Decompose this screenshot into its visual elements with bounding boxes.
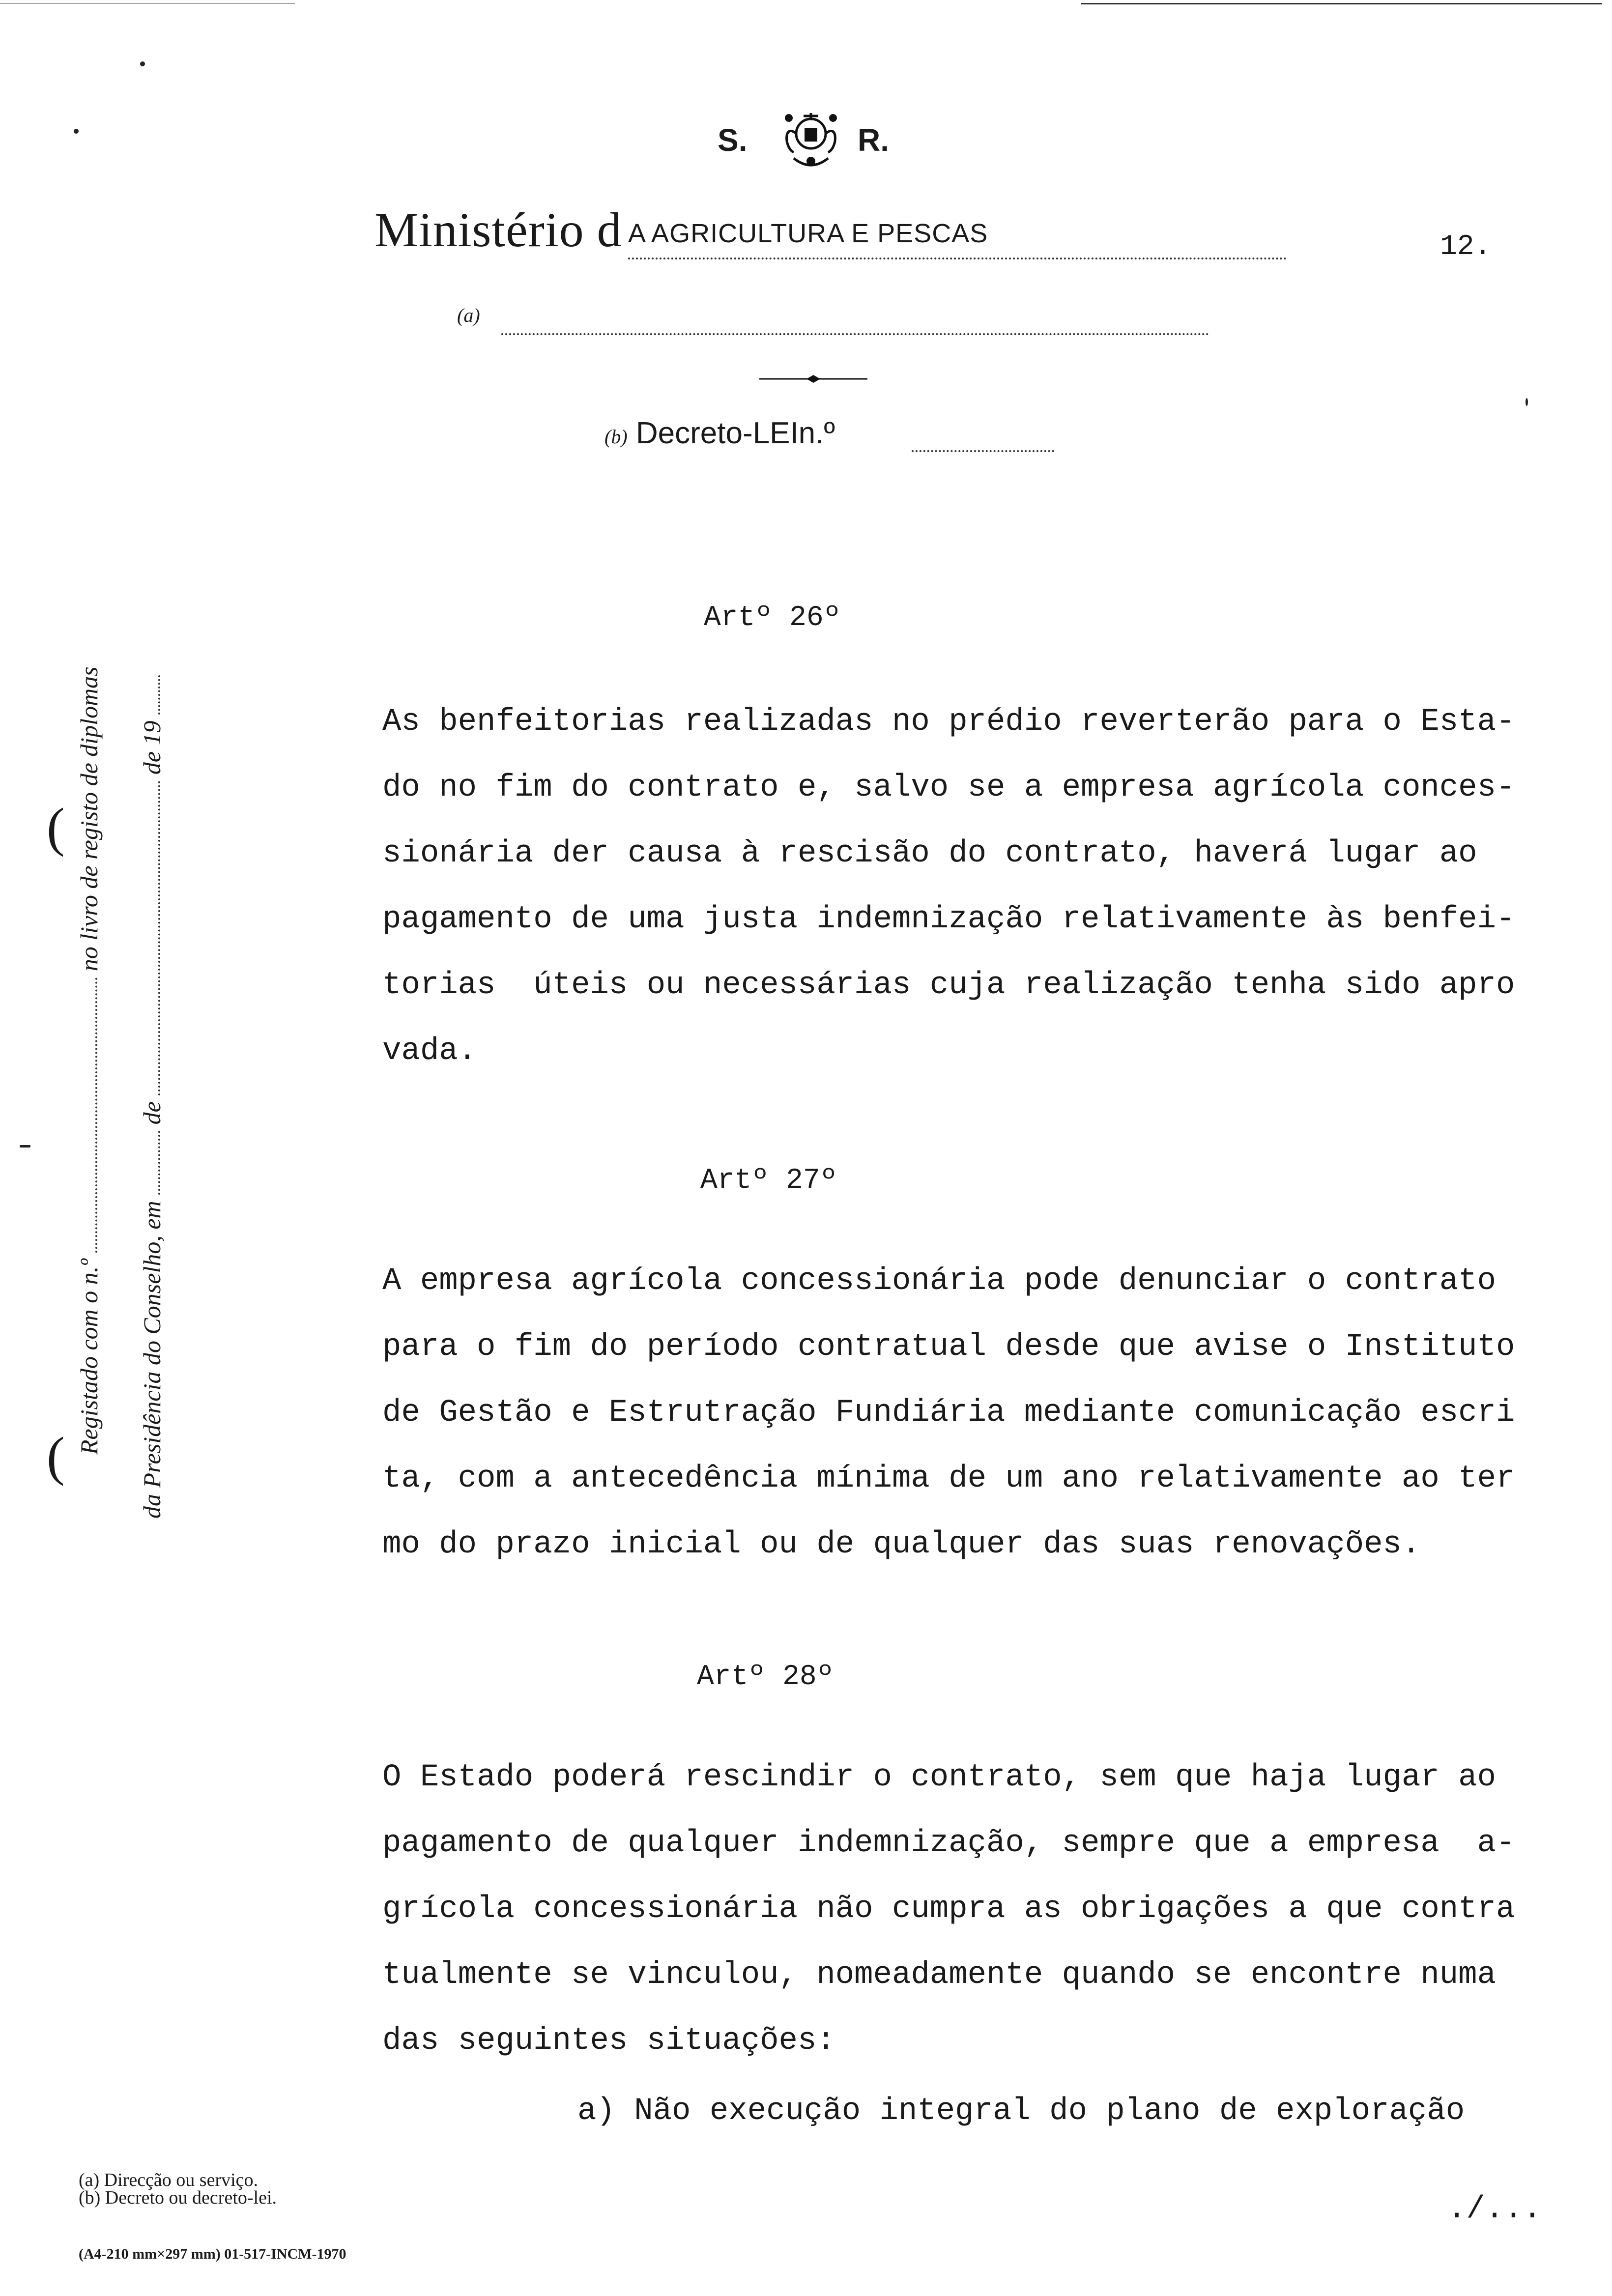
footnotes [79,2171,277,2207]
text-line: A empresa agrícola concessionária pode denunciar o contrato [382,1263,1496,1299]
scan-speck [20,1145,30,1148]
margin-registado-label: Registado com o n.º [75,1259,103,1455]
scan-speck [74,129,79,134]
text-line: O Estado poderá rescindir o contrato, sem que haja lugar ao [382,1760,1496,1795]
article-26-heading: Artº 26º [704,602,841,634]
text-line: para o fim do período contratual desde que avise o Instituto [382,1329,1515,1365]
text-line: tualmente se vinculou, nomeadamente quando se encontre numa [382,1957,1496,1993]
directorate-dotted-line [501,333,1209,335]
text-line: pagamento de uma justa indemnização relativamente às benfei- [382,902,1515,937]
decree-label: Decreto-LEIn.º [635,416,835,450]
text-line: sionária der causa à rescisão do contrato, haverá lugar ao [382,836,1477,871]
margin-line-presidencia [138,675,166,1519]
margin-presidencia-label: da Presidência do Conselho, em [138,1201,166,1519]
text-line: mo do prazo inicial ou de qualquer das suas renovações. [382,1527,1421,1562]
text-line: das seguintes situações: [382,2023,835,2059]
decree-dotted-line [912,450,1054,452]
text-line: ta, com a antecedência mínima de um ano relativamente ao ter [382,1461,1515,1496]
page-number: 12. [1440,231,1492,263]
margin-de-label: de [138,1101,166,1125]
article-28-body [382,1745,1601,2074]
article-28-heading: Artº 28º [697,1661,834,1693]
article-27-heading: Artº 27º [700,1165,837,1197]
scan-edge-line [0,3,295,4]
margin-line-registo [75,666,103,1455]
margin-dotted-field [158,781,160,1095]
text-line: pagamento de qualquer indemnização, sempre que a empresa a- [382,1826,1515,1861]
ministry-name: A AGRICULTURA E PESCAS [628,219,988,248]
margin-dotted-field [95,977,97,1253]
ministry-dotted-line [628,258,1287,259]
continuation-mark: ./... [1447,2192,1542,2227]
decree-line [604,416,835,451]
margin-livro-label: no livro de registo de diplomas [75,666,103,972]
scan-speck [140,61,145,66]
footnote-b: (b) Decreto ou decreto-lei. [79,2187,277,2208]
margin-bracket-bottom: ( [47,1426,65,1486]
margin-dotted-field [158,675,160,715]
coat-of-arms-emblem [774,103,848,177]
margin-dotted-field [158,1131,160,1195]
text-line: torias úteis ou necessárias cuja realização tenha sido apro [382,968,1515,1003]
margin-de19-label: de 19 [138,720,166,775]
divider-ornament [759,373,867,384]
directorate-label: (a) [457,304,480,326]
ministry-label: Ministério d [374,202,622,257]
scan-speck [1526,398,1528,406]
article-27-body [382,1248,1601,1578]
text-line: de Gestão e Estrutração Fundiária mediante comunicação escri [382,1395,1515,1431]
text-line: do no fim do contrato e, salvo se a empresa agrícola conces- [382,770,1515,805]
header-letter-r: R. [858,122,889,158]
text-line: As benfeitorias realizadas no prédio reverterão para o Esta- [382,704,1515,740]
footnote-a: (a) Direcção ou serviço. [79,2170,259,2190]
text-line: grícola concessionária não cumpra as obrigações a que contra [382,1892,1515,1927]
article-26-body [382,689,1601,1084]
margin-bracket-top: ( [47,797,65,857]
decree-marker: (b) [604,426,628,448]
scan-edge-line [1081,3,1602,4]
form-code: (A4-210 mm×297 mm) 01-517-INCM-1970 [79,2246,346,2262]
item-a-text: a) Não execução integral do plano de exploração [577,2094,1465,2129]
text-line: vada. [382,1033,477,1069]
header-letter-s: S. [718,122,748,158]
